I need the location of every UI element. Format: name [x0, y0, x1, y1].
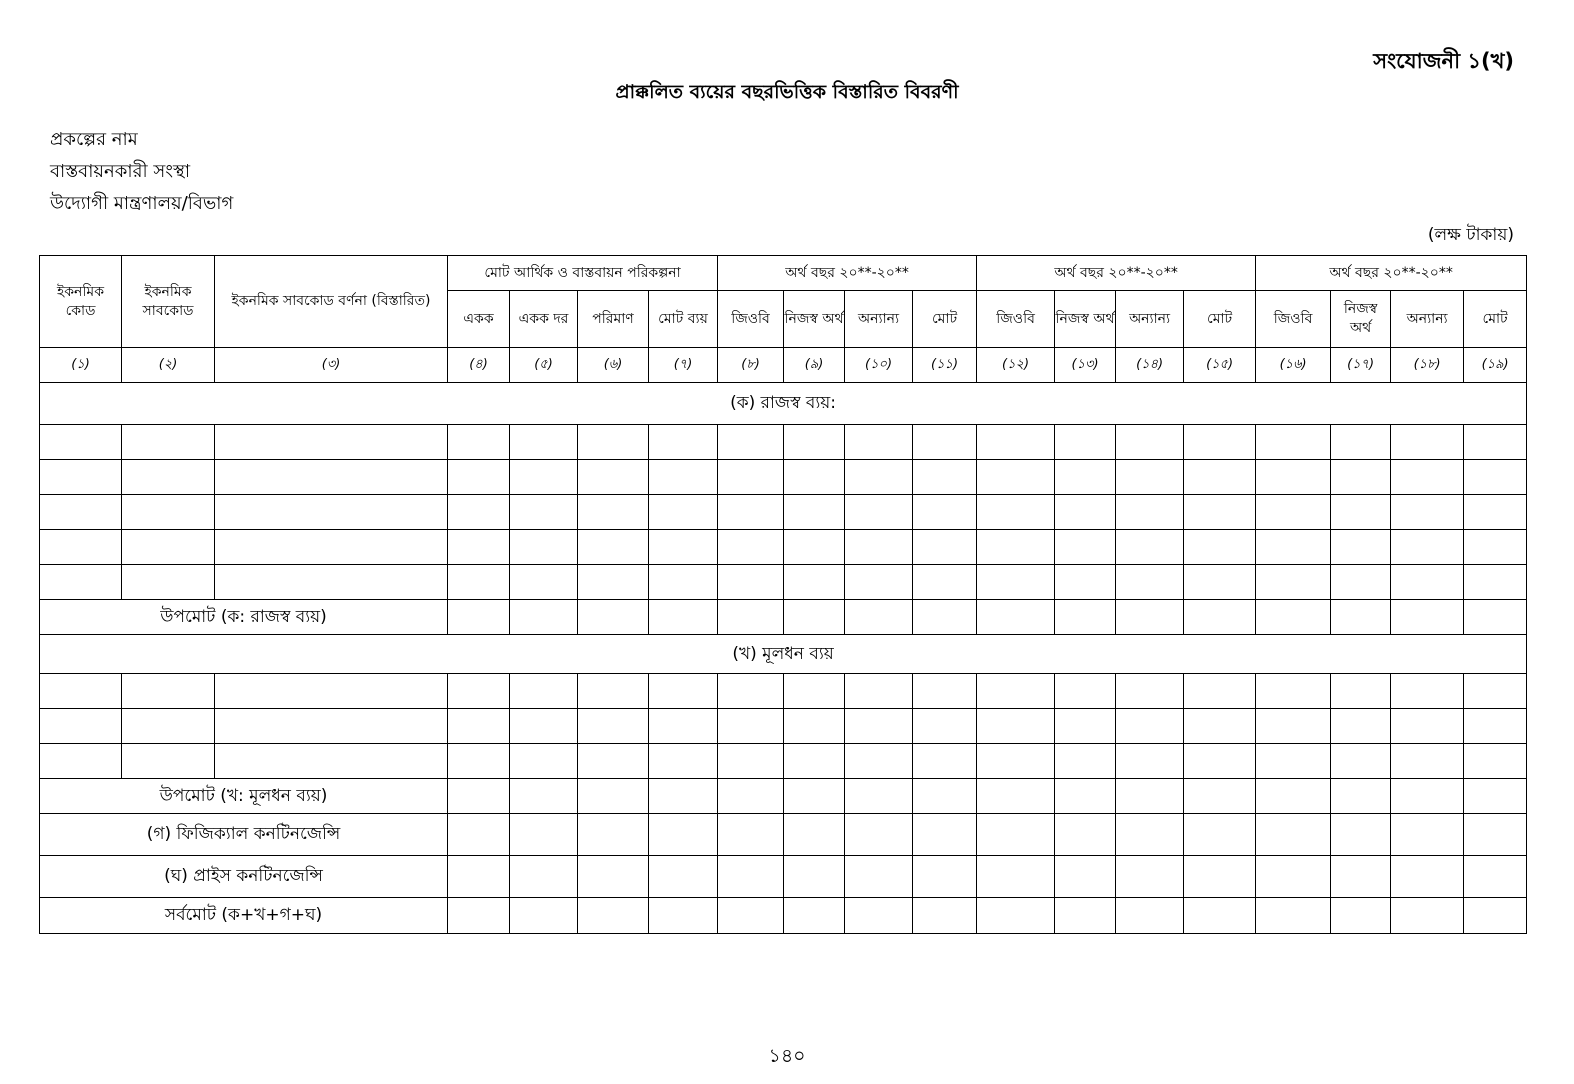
annex-label: সংযোজনী ১(খ) [1373, 49, 1514, 73]
revenue-subtotal-label: উপমোট (ক: রাজস্ব ব্যয়) [40, 600, 448, 635]
header-y1-gob: জিওবি [718, 291, 784, 348]
grand-total-row [40, 898, 1527, 934]
grand-total-label: সর্বমোট (ক+খ+গ+ঘ) [40, 898, 448, 934]
page-number: ১৪০ [768, 1045, 806, 1067]
table-row [40, 460, 1527, 495]
header-unit-rate: একক দর [510, 291, 578, 348]
column-number: (১৩) [1055, 348, 1116, 383]
price-contingency-row [40, 856, 1527, 898]
section-revenue-row [40, 383, 1527, 425]
column-number: (১৫) [1184, 348, 1256, 383]
column-number: (১৮) [1391, 348, 1464, 383]
header-y3-gob: জিওবি [1256, 291, 1331, 348]
section-capital-row [40, 635, 1527, 674]
column-number: (৯) [784, 348, 845, 383]
column-number: (৬) [578, 348, 649, 383]
column-number: (৫) [510, 348, 578, 383]
column-number: (১৪) [1116, 348, 1184, 383]
header-total-plan: মোট আর্থিক ও বাস্তবায়ন পরিকল্পনা [448, 256, 718, 291]
header-unit: একক [448, 291, 510, 348]
column-number: (১৬) [1256, 348, 1331, 383]
column-number: (৪) [448, 348, 510, 383]
column-number: (১০) [845, 348, 913, 383]
header-y2-total: মোট [1184, 291, 1256, 348]
header-y2-own-fund: নিজস্ব অর্থ [1055, 291, 1116, 348]
column-number: (১৯) [1464, 348, 1527, 383]
header-row-top [40, 256, 1527, 291]
header-y1-total: মোট [913, 291, 977, 348]
column-number: (১২) [977, 348, 1055, 383]
header-quantity: পরিমাণ [578, 291, 649, 348]
header-y1-other: অন্যান্য [845, 291, 913, 348]
header-fiscal-year-1: অর্থ বছর ২০**-২০** [718, 256, 977, 291]
table-row [40, 709, 1527, 744]
header-economic-code: ইকনমিক কোড [40, 256, 122, 348]
header-total-cost: মোট ব্যয় [649, 291, 718, 348]
table-row [40, 425, 1527, 460]
header-economic-subcode: ইকনমিক সাবকোড [122, 256, 215, 348]
section-revenue-label: (ক) রাজস্ব ব্যয়: [40, 383, 1527, 425]
header-fiscal-year-3: অর্থ বছর ২০**-২০** [1256, 256, 1527, 291]
capital-subtotal-label: উপমোট (খ: মূলধন ব্যয়) [40, 779, 448, 814]
table-row [40, 674, 1527, 709]
price-contingency-label: (ঘ) প্রাইস কনটিনজেন্সি [40, 856, 448, 898]
section-capital-label: (খ) মূলধন ব্যয় [40, 635, 1527, 674]
header-y2-gob: জিওবি [977, 291, 1055, 348]
executing-agency-label: বাস্তবায়নকারী সংস্থা [50, 161, 191, 182]
ministry-label: উদ্যোগী মান্ত্রণালয়/বিভাগ [50, 193, 234, 214]
column-number: (৮) [718, 348, 784, 383]
header-fiscal-year-2: অর্থ বছর ২০**-২০** [977, 256, 1256, 291]
table-row [40, 744, 1527, 779]
column-number: (৭) [649, 348, 718, 383]
column-number: (১) [40, 348, 122, 383]
cost-table [39, 255, 1527, 934]
table-row [40, 530, 1527, 565]
table-row [40, 565, 1527, 600]
page-title: প্রাক্কলিত ব্যয়ের বছরভিত্তিক বিস্তারিত বিবরণী [615, 81, 959, 103]
header-y3-other: অন্যান্য [1391, 291, 1464, 348]
header-y2-other: অন্যান্য [1116, 291, 1184, 348]
header-y3-own-fund: নিজস্ব অর্থ [1331, 291, 1391, 348]
header-subcode-description: ইকনমিক সাবকোড বর্ণনা (বিস্তারিত) [215, 256, 448, 348]
column-number: (১৭) [1331, 348, 1391, 383]
revenue-subtotal-row [40, 600, 1527, 635]
column-number-row [40, 348, 1527, 383]
column-number: (৩) [215, 348, 448, 383]
unit-note: (লক্ষ টাকায়) [1427, 225, 1514, 245]
table-row [40, 495, 1527, 530]
physical-contingency-row [40, 814, 1527, 856]
column-number: (১১) [913, 348, 977, 383]
header-y3-total: মোট [1464, 291, 1527, 348]
header-y1-own-fund: নিজস্ব অর্থ [784, 291, 845, 348]
column-number: (২) [122, 348, 215, 383]
project-name-label: প্রকল্পের নাম [50, 129, 138, 150]
capital-subtotal-row [40, 779, 1527, 814]
physical-contingency-label: (গ) ফিজিক্যাল কনটিনজেন্সি [40, 814, 448, 856]
